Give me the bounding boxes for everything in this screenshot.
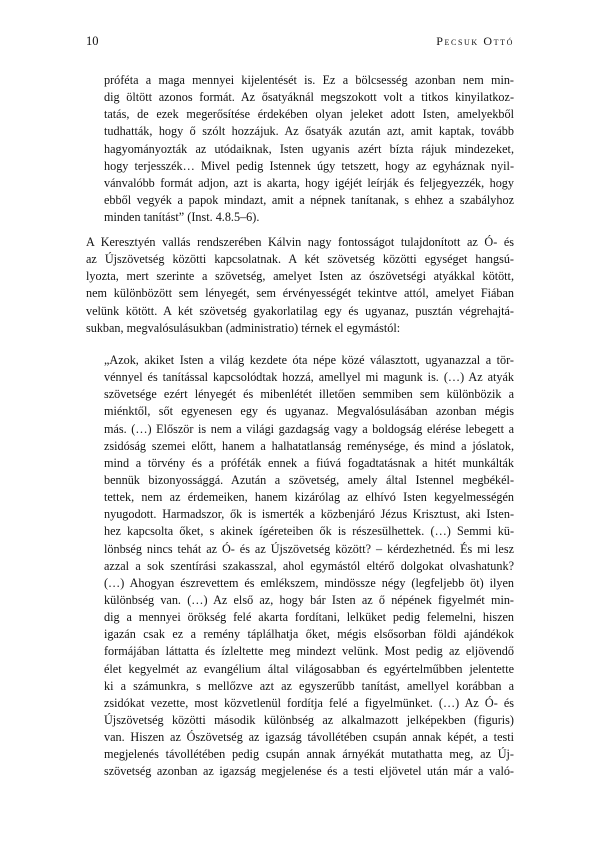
text-line: szövetsége ezért lényegét és mibenlétét illetően semmiben sem különbözik a: [104, 387, 514, 402]
page-number: 10: [86, 34, 99, 48]
text-line: ki a számunkra, s mellőzve azt az egyszerűbb tanítást, amellyel korábban a: [104, 678, 514, 693]
text-line: lönbség nincs tehát az Ó- és az Újszövetség között? – kérdezhetnéd. És mi lesz: [104, 541, 514, 556]
text-line: igazán csak ez a remény táplálhatja őket, mégis elsősorban földi ajándékok: [104, 627, 514, 642]
text-line: élet kegyelmét az evangélium által világosabban és egyértelműbben jelentette: [104, 661, 514, 676]
text-line: hez kapcsolta őket, s akinek ígéreteiben ők is részesülhettek. (…) Semmi kü-: [104, 524, 514, 539]
text-line: dig a mennyei örökség felé akarta fordítani, lelküket pedig felemelni, hiszen: [104, 610, 514, 625]
text-line: formájában láttatta és ízleltette meg mindezt velünk. Most pedig az eljövendő: [104, 644, 514, 659]
text-line: dig öltött azonos formát. Az ősatyáknál megszokott volt a titkos kinyilatkoz-: [104, 90, 514, 105]
text-line: lyozta, mert szerinte a szövetség, amelyet Isten az ószövetségi atyákkal kötött,: [86, 269, 514, 284]
text-line: megjelenés távollétében pedig csupán annak árnyékát mutathatta meg, az Új-: [104, 747, 514, 762]
text-line: ebből vegyék a papok mindazt, amit a népnek tanítanak, s ehhez a szabályhoz: [104, 192, 514, 207]
text-line: „Azok, akiket Isten a világ kezdete óta népe közé választott, ugyanazzal a tör-: [104, 353, 514, 367]
text-line: vánvalóbb formát adjon, azt is akarta, hogy igéjét leírják és feljegyezzék, hogy: [104, 175, 514, 190]
text-line: prófétа a maga mennyei kijelentését is. Ez a bölcsesség azonban nem min-: [104, 73, 514, 87]
text-line: bennük bizonyossággá. Azután a szövetség, amely által Istennel megbékél-: [104, 472, 514, 487]
text-line: (…) Ahogyan észrevettem és emlékszem, mindössze négy (legfeljebb öt) ilyen: [104, 575, 514, 590]
block-quote-bottom: [104, 352, 514, 781]
text-line: az Újszövetség közötti kapcsolatnak. A két szövetség közötti egységet hangsú-: [86, 252, 514, 267]
running-head: Pecsuk Ottó: [436, 34, 514, 48]
text-line: tudhatták, hogy ő szólt hozzájuk. Az ősatyák azután azt, amit kaptak, tovább: [104, 124, 514, 139]
text-line: különbség van. (…) Az első az, hogy bár Isten az ő népének figyelmét min-: [104, 592, 514, 607]
text-line: minden tanítást” (Inst. 4.8.5–6).: [104, 210, 260, 225]
text-line: azzal a sok szentírási szakasszal, ahol egymástól eltérő dolgokat olvashatunk?: [104, 558, 514, 573]
text-line: velünk kötött. A két szövetség gyakorlatilag egy és ugyanaz, pusztán végrehajtá-: [86, 303, 514, 318]
text-line: miénktől, sőt egyenesen egy és ugyanaz. Megvalósulásában azonban mégis: [104, 404, 514, 419]
text-line: zsidóság szemei előtt, hanem a halhatatlanság reménysége, és mind a jóslatok,: [104, 438, 514, 453]
text-line: tatás, de ezek megerősítése érdekében olyan jeleket adott Isten, amelyekből: [104, 107, 514, 122]
text-line: más. (…) Először is nem a világi gazdagság vagy a boldogság elérése lebegett a: [104, 421, 514, 436]
body-paragraph: [86, 234, 514, 337]
text-line: szövetség azonban az igazság megjelenése és a testi eljövetel után már a való-: [104, 764, 514, 779]
text-line: tettek, nem az érdemeiken, hanem kizárólag az elhívó Isten kegyelmességén: [104, 490, 514, 505]
page-header: [86, 34, 514, 50]
text-line: van. Hiszen az Ószövetség az igazság távollétében csupán annak képét, a testi: [104, 730, 514, 745]
text-line: nem különbözött sem lényegét, sem érvényességét tekintve attól, amelyet Fiában: [86, 286, 514, 301]
text-line: Újszövetség közötti második különbség az alkalmazott jelképekben (figuris): [104, 712, 514, 727]
text-line: vénnyel és tanítással kapcsolódtak hozzá, amellyel mi magunk is. (…) Az atyák: [104, 370, 514, 385]
text-line: nyugodott. Harmadszor, ők is ismerték a közbenjáró Jézus Krisztust, aki Isten-: [104, 507, 514, 522]
text-line: zsidókat vezette, most közvetlenül fordítja felé a figyelmünket. (…) Az Ó- és: [104, 695, 514, 710]
text-line: A Keresztyén vallás rendszerében Kálvin nagy fontosságot tulajdonított az Ó- és: [86, 235, 514, 249]
text-line: hogy terjesszék… Mivel pedig Istennek úgy tetszett, hogy az egyháznak nyil-: [104, 158, 514, 173]
text-line: hagyományozták az utódaiknak, Isten ugyanis azért bízta rájuk mindezeket,: [104, 141, 514, 156]
text-line: mind a törvény és a próféták ennek a fiúvá fogadtatásnak a hitét munkálták: [104, 455, 514, 470]
text-line: sukban, megvalósulásukban (administratio) térnek el egymástól:: [86, 320, 401, 335]
block-quote-top: [104, 72, 514, 226]
